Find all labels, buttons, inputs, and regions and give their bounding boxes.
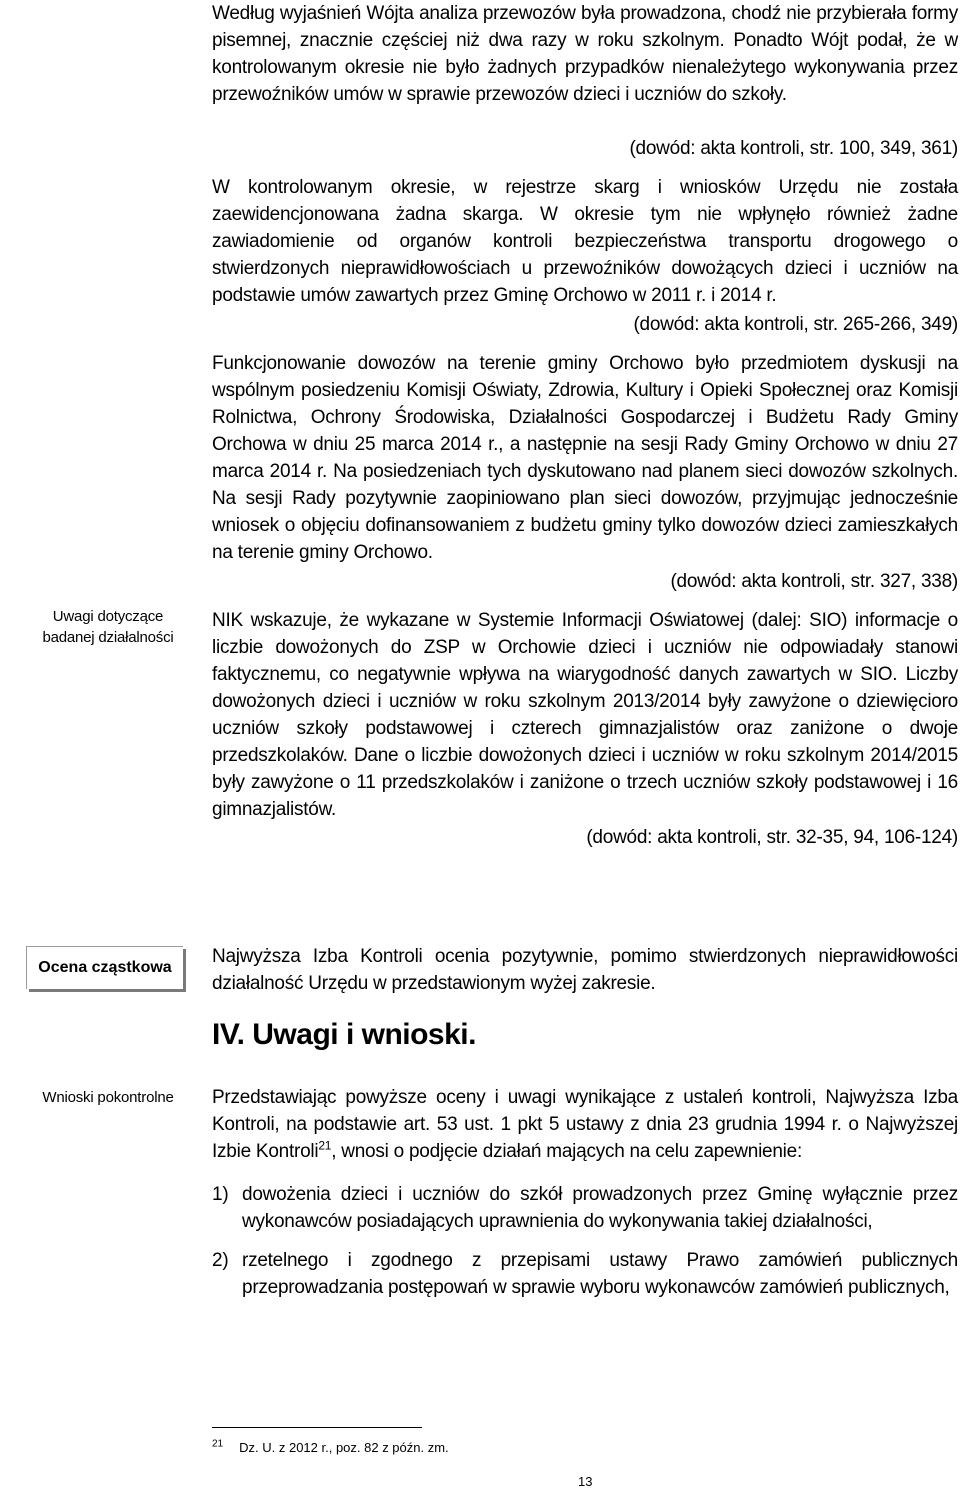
footnote-ref: 21 — [318, 1138, 332, 1153]
footnote — [212, 1440, 449, 1455]
sidebar-remarks-label: Uwagi dotyczące badanej działalności — [42, 608, 174, 646]
list-item-number: 1) — [212, 1184, 229, 1205]
paragraph-analysis: Według wyjaśnień Wójta analiza przewozów była prowadzona, chodź nie przybierała formy pisemnej, znacznie częściej niż dwa razy w roku szkolnym. Ponadto Wójt podał, że w kontrolowanym okresie nie było żadnych przypadków nienależytego wykonywania przez przewoźników umów w sprawie przewozów dzieci i uczniów do szkoły. — [212, 3, 958, 105]
paragraph-sio: NIK wskazuje, że wykazane w Systemie Informacji Oświatowej (dalej: SIO) informacje o liczbie dowożonych do ZSP w Orchowie dzieci i uczniów nie odpowiadały stanowi faktycznemu, co negatywnie wpływa na wiarygodność danych zawartych w SIO. Liczby dowożonych dzieci i uczniów w roku szkolnym 2013/2014 były zawyżone o dziewięcioro uczniów szkoły podstawowej i czterech gimnazjalistów oraz zaniżone o dwoje przedszkolaków. Dane o liczbie dowożonych dzieci i uczniów w roku szkolnym 2014/2015 były zawyżone o 11 przedszkolaków i zaniżone o trzech uczniów szkoły podstawowej i 16 gimnazjalistów. — [212, 610, 958, 820]
footnote-number: 21 — [212, 1438, 224, 1450]
list-item-number: 2) — [212, 1250, 229, 1271]
recommendations-text: Przedstawiając powyższe oceny i uwagi wynikające z ustaleń kontroli, Najwyższa Izba Kontroli, na podstawie art. 53 ust. 1 pkt 5 ustawy z dnia 23 grudnia 1994 r. o Najwyższej Izbie Kontroli — [212, 1087, 958, 1162]
paragraph-complaints: W kontrolowanym okresie, w rejestrze skarg i wniosków Urzędu nie została zaewidencjonowana żadna skarga. W okresie tym nie wpłynęło również żadne zawiadomienie od organów kontroli bezpieczeństwa transportu drogowego o stwierdzonych nieprawidłowościach u przewoźników dowożących dzieci i uczniów na podstawie umów zawartych przez Gminę Orchowo w 2011 r. i 2014 r. — [212, 177, 958, 306]
assessment-label: Ocena cząstkowa — [38, 959, 172, 976]
list-item-text: rzetelnego i zgodnego z przepisami ustawy Prawo zamówień publicznych przeprowadzania postępowań w sprawie wyboru wykonawców zamówień publicznych, — [242, 1250, 958, 1298]
paragraph-assessment: Najwyższa Izba Kontroli ocenia pozytywnie, pomimo stwierdzonych nieprawidłowości działalność Urzędu w przedstawionym wyżej zakresie. — [212, 946, 958, 994]
list-item — [212, 1247, 958, 1301]
page-number: 13 — [578, 1474, 593, 1489]
section-heading: IV. Uwagi i wnioski. — [212, 1018, 476, 1051]
footnote-text: Dz. U. z 2012 r., poz. 82 z późn. zm. — [239, 1440, 449, 1455]
evidence-reference-4: (dowód: akta kontroli, str. 32-35, 94, 106-124) — [586, 827, 958, 848]
evidence-reference-3: (dowód: akta kontroli, str. 327, 338) — [670, 571, 958, 592]
assessment-box — [26, 946, 183, 989]
evidence-reference-2: (dowód: akta kontroli, str. 265-266, 349) — [633, 314, 958, 335]
sidebar-conclusions-label: Wnioski pokontrolne — [42, 1089, 174, 1106]
list-item-text: dowożenia dzieci i uczniów do szkół prowadzonych przez Gminę wyłącznie przez wykonawców posiadających uprawnienia do wykonywania takiej działalności, — [242, 1184, 958, 1232]
evidence-reference-1: (dowód: akta kontroli, str. 100, 349, 361) — [629, 138, 958, 159]
paragraph-recommendations — [212, 1084, 958, 1165]
recommendations-text-end: , wnosi o podjęcie działań mających na celu zapewnienie: — [331, 1141, 802, 1162]
list-item — [212, 1181, 958, 1235]
footnote-divider — [212, 1427, 422, 1428]
paragraph-commission: Funkcjonowanie dowozów na terenie gminy Orchowo było przedmiotem dyskusji na wspólnym posiedzeniu Komisji Oświaty, Zdrowia, Kultury i Opieki Społecznej oraz Komisji Rolnictwa, Ochrony Środowiska, Działalności Gospodarczej i Budżetu Rady Gminy Orchowa w dniu 25 marca 2014 r., a następnie na sesji Rady Gminy Orchowo w dniu 27 marca 2014 r. Na posiedzeniach tych dyskutowano nad planem sieci dowozów szkolnych. Na sesji Rady pozytywnie zaopiniowano plan sieci dowozów, przyjmując jednocześnie wniosek o objęciu dofinansowaniem z budżetu gminy tylko dowozów dzieci zamieszkałych na terenie gminy Orchowo. — [212, 353, 958, 563]
